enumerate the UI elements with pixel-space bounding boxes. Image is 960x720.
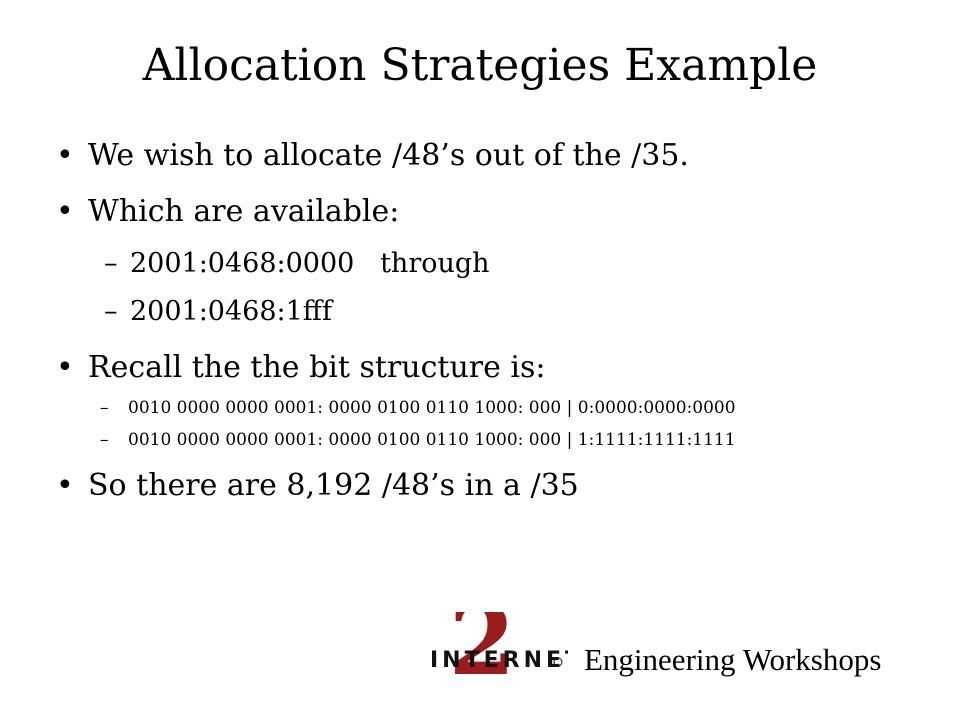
slide-title: Allocation Strategies Example bbox=[142, 40, 818, 91]
footer-label: Engineering Workshops bbox=[584, 642, 882, 677]
dash-marker: – bbox=[100, 398, 109, 418]
logo-wordmark: INTERNE bbox=[430, 648, 566, 673]
bit-structure-line: 0010 0000 0000 0001: 0000 0100 0110 1000: 000 | 0:0000:0000:0000 bbox=[128, 398, 736, 418]
bullet-marker: • bbox=[56, 194, 74, 229]
dash-marker: – bbox=[104, 248, 118, 279]
bit-structure-line: 0010 0000 0000 0001: 0000 0100 0110 1000: 000 | 1:1111:1111:1111 bbox=[128, 430, 736, 450]
internet2-logo bbox=[428, 612, 568, 708]
bullet-text: Recall the the bit structure is: bbox=[88, 350, 546, 385]
logo-numeral: 2 bbox=[448, 612, 516, 697]
internet2-logo-graphic bbox=[428, 612, 568, 708]
bullet-text: We wish to allocate /48’s out of the /35. bbox=[88, 138, 689, 173]
bullet-text: So there are 8,192 /48’s in a /35 bbox=[88, 468, 579, 503]
bullet-marker: • bbox=[56, 468, 74, 503]
bullet-marker: • bbox=[56, 350, 74, 385]
sub-bullet-text: 2001:0468:1fff bbox=[130, 296, 332, 327]
dash-marker: – bbox=[104, 296, 118, 327]
sub-bullet-text: 2001:0468:0000 through bbox=[130, 248, 490, 279]
bullet-marker: • bbox=[56, 138, 74, 173]
dash-marker: – bbox=[100, 430, 109, 450]
bullet-text: Which are available: bbox=[88, 194, 400, 229]
